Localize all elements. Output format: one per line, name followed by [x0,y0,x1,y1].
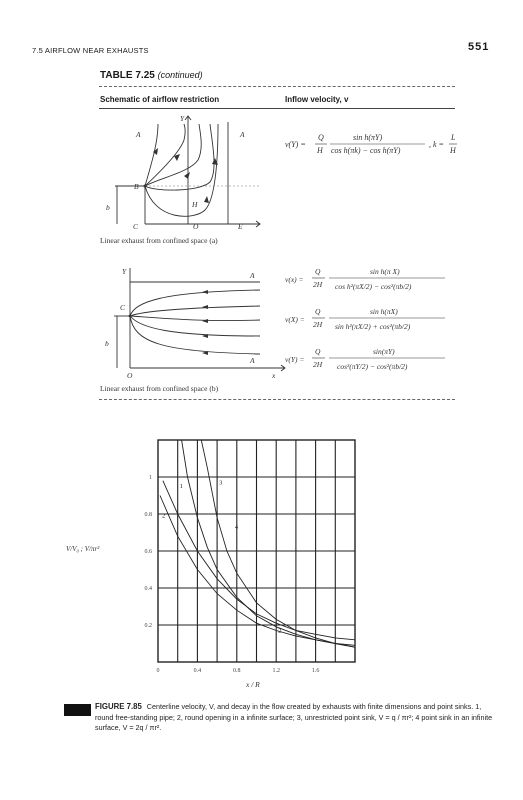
svg-text:sin h(π X): sin h(π X) [370,267,400,276]
schematic-b [100,262,290,382]
y-tick-label: 1 [149,475,152,481]
svg-text:H: H [450,146,456,155]
label-a-right: A [240,130,245,139]
svg-text:Q: Q [315,347,321,356]
curve-label: 3 [219,479,223,487]
table-header-rule [99,108,455,109]
svg-text:sin h(πY): sin h(πY) [353,133,383,142]
curve-label: 4 [234,523,239,531]
formula-a [285,125,460,165]
label-y: Y [180,114,185,123]
label-c: C [133,222,139,231]
svg-text:v(Y) =: v(Y) = [285,140,306,149]
svg-text:Q: Q [315,307,321,316]
table-bottom-rule [99,399,455,400]
label-b: B [134,182,139,191]
figure-caption [95,702,495,734]
label-e: E [238,222,243,231]
x-tick-label: 1.2 [272,668,280,674]
chart-y-axis-label: V/V₀ ; V/πr² [66,545,100,553]
x-tick-label: 0 [156,668,160,674]
svg-text:sin h²(πX/2) + cos²(πb/2): sin h²(πX/2) + cos²(πb/2) [335,322,411,331]
page-number: 551 [468,41,490,53]
table-number: TABLE 7.25 [100,70,155,81]
svg-text:cos h²(πX/2) − cos²(πb/2): cos h²(πX/2) − cos²(πb/2) [335,282,412,291]
curve-label: 1 [179,483,183,491]
svg-text:v(x) =: v(x) = [285,275,304,284]
label-a-left: A [136,130,141,139]
column-header-velocity: Inflow velocity, v [285,95,349,104]
formulas-b [285,262,460,387]
series-line-3 [201,440,355,647]
curve-label: 2 [278,627,282,635]
svg-text:H: H [317,146,323,155]
label-h: H [192,200,198,209]
label-a-bottom-b: A [250,356,255,365]
svg-text:2H: 2H [313,280,323,289]
label-b-side-b: b [105,339,109,348]
y-tick-label: 0.2 [144,623,152,629]
y-tick-label: 0.6 [144,549,152,555]
x-tick-label: 0.4 [193,668,202,674]
svg-text:cos h(πk) − cos h(πY): cos h(πk) − cos h(πY) [331,146,401,155]
svg-text:v(X) =: v(X) = [285,315,305,324]
y-tick-label: 0.4 [144,586,152,592]
label-x-b: x [272,371,276,380]
figure-label: FIGURE 7.85 [95,702,142,711]
running-head: 7.5 AIRFLOW NEAR EXHAUSTS [32,46,149,55]
x-tick-label: 0.8 [233,668,241,674]
svg-text:, k =: , k = [429,140,444,149]
figure-caption-text: Centerline velocity, V, and decay in the flow created by exhausts with finite dimensions and point sinks. 1, round free-standing pipe; 2, round opening in a infinite surface; 3, unrestricted point sink, V = q / πr²; 4 point sink in an infinite surface, V = 2q / πr². [95,702,493,732]
table-continued: (continued) [157,70,203,80]
figure-marker [64,704,91,716]
svg-text:Q: Q [315,267,321,276]
svg-text:v(Y) =: v(Y) = [285,355,305,364]
caption-a: Linear exhaust from confined space (a) [100,236,218,245]
svg-text:cos²(πY/2) − cos²(πb/2): cos²(πY/2) − cos²(πb/2) [337,362,408,371]
label-o: O [193,222,199,231]
column-header-schematic: Schematic of airflow restriction [100,95,220,104]
table-title [100,70,203,81]
label-o-b: O [127,371,133,380]
svg-text:sin h(πX): sin h(πX) [370,307,398,316]
svg-text:sin(πY): sin(πY) [373,347,395,356]
series-line-2 [160,496,355,646]
svg-text:Q: Q [318,133,324,142]
svg-text:2H: 2H [313,360,323,369]
x-tick-label: 1.6 [311,668,320,674]
svg-text:2H: 2H [313,320,323,329]
svg-text:L: L [451,133,456,142]
label-a-top-b: A [250,271,255,280]
y-tick-label: 0.8 [144,512,152,518]
velocity-decay-chart [100,430,380,705]
chart-x-axis-label: x / R [246,680,260,689]
schematic-a [100,112,270,232]
caption-b: Linear exhaust from confined space (b) [100,384,219,393]
label-y-b: Y [122,267,127,276]
curve-label: 2 [161,512,166,520]
label-b-side: b [106,203,110,212]
label-c-b: C [120,303,126,312]
table-top-rule [99,86,455,87]
